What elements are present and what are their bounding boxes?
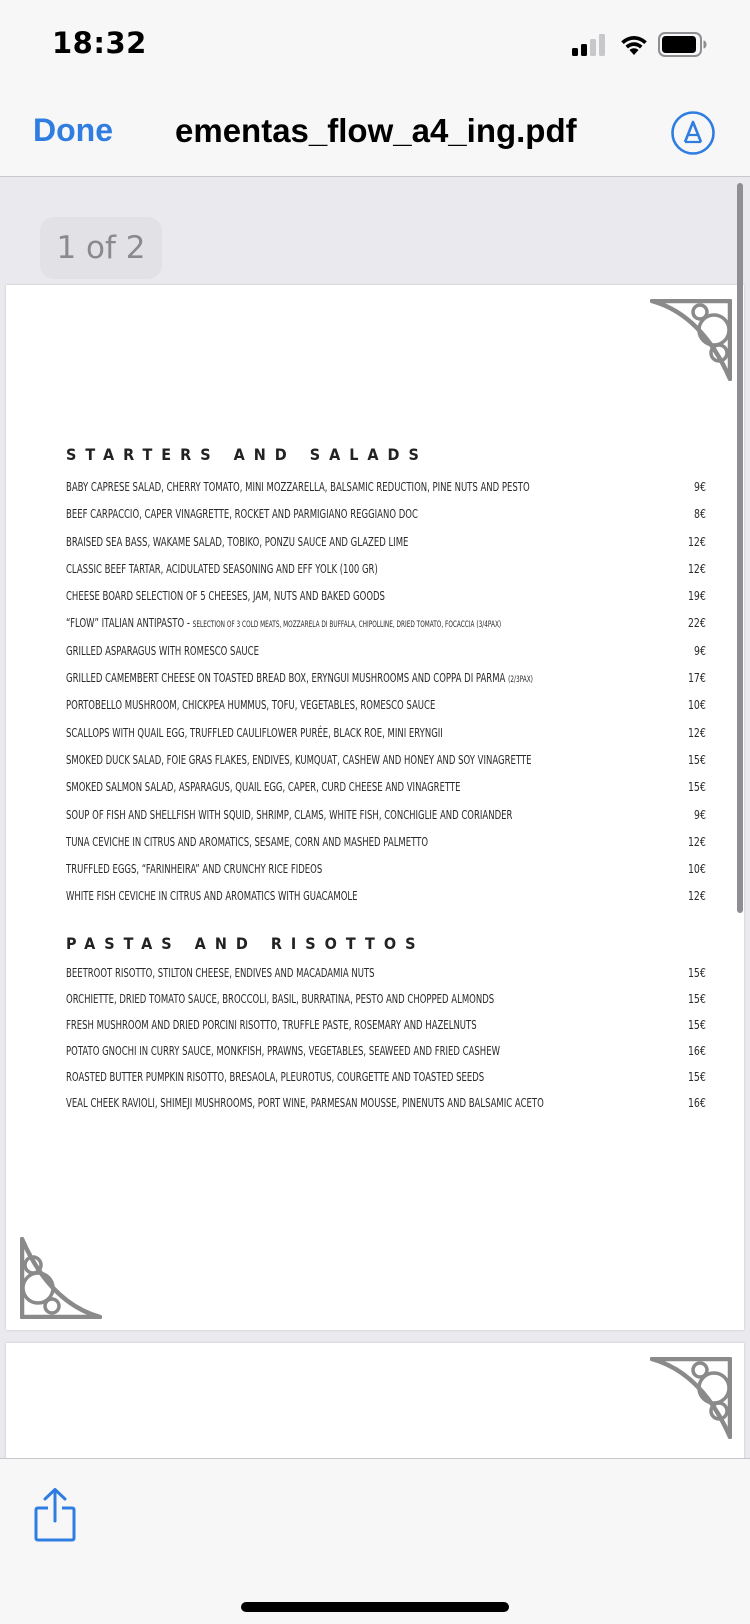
menu-item [66,888,706,915]
menu-item [66,561,706,588]
menu-item-title: SMOKED DUCK SALAD, FOIE GRAS FLAKES, ENDIVES, KUMQUAT, CASHEW AND HONEY AND SOY VINAGRETTE [66,751,532,767]
menu-item-title: CHEESE BOARD SELECTION OF 5 CHEESES, JAM, NUTS AND BAKED GOODS [66,588,385,604]
menu-item-price: 16€ [688,1043,706,1058]
bottom-toolbar [0,1458,750,1624]
menu-item [66,779,706,806]
menu-item-title: ORCHIETTE, DRIED TOMATO SAUCE, BROCCOLI, BASIL, BURRATINA, PESTO AND CHOPPED ALMONDS [66,991,495,1006]
menu-item-price: 12€ [688,833,706,849]
menu-item-price: 15€ [688,1017,706,1032]
menu-item-name [66,615,501,630]
menu-item-title: GRILLED ASPARAGUS WITH ROMESCO SAUCE [66,642,259,658]
menu-item [66,479,706,506]
menu-item-price: 15€ [688,751,706,767]
menu-item-price: 12€ [688,724,706,740]
menu-item [66,615,706,642]
pdf-viewer[interactable] [0,177,750,1458]
menu-item-name [66,779,461,794]
menu-item-title: WHITE FISH CEVICHE IN CITRUS AND AROMATICS WITH GUACAMOLE [66,888,358,904]
menu-item-price: 15€ [688,965,706,980]
menu-item-title: POTATO GNOCHI IN CURRY SAUCE, MONKFISH, PRAWNS, VEGETABLES, SEAWEED AND FRIED CASHEW [66,1043,500,1058]
menu-item-price: 8€ [694,506,706,522]
menu-item-title: BEEF CARPACCIO, CAPER VINAGRETTE, ROCKET AND PARMIGIANO REGGIANO DOC [66,506,418,522]
menu-item-price: 12€ [688,560,706,576]
menu-item [66,506,706,533]
menu-item-price: 9€ [694,806,706,822]
menu-item [66,752,706,779]
menu-item-name [66,588,385,603]
menu-item-title: PORTOBELLO MUSHROOM, CHICKPEA HUMMUS, TOFU, VEGETABLES, ROMESCO SAUCE [66,697,436,713]
menu-item-title: TUNA CEVICHE IN CITRUS AND AROMATICS, SESAME, CORN AND MASHED PALMETTO [66,833,429,849]
menu-item-price: 12€ [688,888,706,904]
corner-ornament-icon [20,1237,102,1319]
menu-item-title: BABY CAPRESE SALAD, CHERRY TOMATO, MINI MOZZARELLA, BALSAMIC REDUCTION, PINE NUTS AND PESTO [66,479,530,494]
menu-item-price: 15€ [688,1069,706,1084]
menu-item-name [66,670,533,685]
corner-ornament-icon [650,1357,732,1439]
menu-item-name [66,752,531,767]
menu-item-price: 12€ [688,533,706,549]
menu-item-title: CLASSIC BEEF TARTAR, ACIDULATED SEASONING AND EFF YOLK (100 GR) [66,560,378,576]
done-button[interactable]: Done [33,112,113,148]
menu-item-price: 15€ [688,779,706,795]
corner-ornament-icon [650,299,732,381]
markup-pen-icon [670,110,716,156]
page-indicator: 1 of 2 [40,217,162,279]
menu-item-name [66,965,375,980]
menu-item-title: ROASTED BUTTER PUMPKIN RISOTTO, BRESAOLA, PLEUROTUS, COURGETTE AND TOASTED SEEDS [66,1069,485,1084]
menu-item-name [66,506,418,521]
menu-item [66,588,706,615]
menu-item-title: BRAISED SEA BASS, WAKAME SALAD, TOBIKO, PONZU SAUCE AND GLAZED LIME [66,533,409,549]
menu-item-price: 15€ [688,991,706,1006]
menu-item-note: SELECTION OF 3 COLD MEATS, MOZZARELA DI BUFFALA, CHIPOLLINE, DRIED TOMATO, FOCACCIA (3/4PAX) [192,620,502,631]
menu-item-title: SOUP OF FISH AND SHELLFISH WITH SQUID, SHRIMP, CLAMS, WHITE FISH, CONCHIGLIE AND CORIANDER [66,806,513,822]
menu-item-note: (2/3PAX) [508,675,533,686]
menu-item [66,807,706,834]
battery-icon [658,32,708,57]
menu-item-name [66,1043,500,1058]
menu-item-name [66,807,512,822]
menu-item-name [66,479,530,494]
menu-item-title: FRESH MUSHROOM AND DRIED PORCINI RISOTTO, TRUFFLE PASTE, ROSEMARY AND HAZELNUTS [66,1017,477,1032]
menu-item [66,670,706,697]
menu-item-price: 9€ [694,642,706,658]
menu-item-price: 10€ [688,861,706,877]
menu-item [66,965,706,991]
markup-button[interactable] [670,110,716,156]
starters-list [66,479,706,916]
top-bar [0,0,750,177]
share-button[interactable] [33,1487,77,1543]
menu-item-name [66,861,322,876]
menu-item-name [66,834,428,849]
menu-item-price: 9€ [694,479,706,494]
menu-item-name [66,888,358,903]
menu-item-title: TRUFFLED EGGS, “FARINHEIRA” AND CRUNCHY RICE FIDEOS [66,861,323,877]
menu-item-name [66,1069,484,1084]
pdf-page-1 [6,285,744,1330]
menu-item [66,697,706,724]
share-icon [33,1487,77,1543]
menu-item-price: 22€ [688,615,706,631]
menu-item [66,725,706,752]
menu-item-price: 10€ [688,697,706,713]
menu-item [66,1043,706,1069]
menu-item-name [66,1017,477,1032]
section-heading-pastas: PASTAS AND RISOTTOS [66,934,425,953]
menu-item-title: SCALLOPS WITH QUAIL EGG, TRUFFLED CAULIFLOWER PURÉE, BLACK ROE, MINI ERYNGII [66,724,443,740]
pastas-list [66,965,706,1121]
menu-item [66,643,706,670]
menu-item [66,991,706,1017]
menu-item-name [66,1095,544,1110]
menu-item-price: 19€ [688,588,706,604]
scrollbar[interactable] [737,183,743,913]
menu-item-title: GRILLED CAMEMBERT CHEESE ON TOASTED BREAD BOX, ERYNGUI MUSHROOMS AND COPPA DI PARMA [66,670,509,686]
menu-item [66,834,706,861]
menu-item [66,1095,706,1121]
status-time: 18:32 [52,26,147,60]
menu-item [66,1069,706,1095]
menu-item-name [66,643,259,658]
cellular-signal-icon [572,34,608,56]
wifi-icon [619,33,649,56]
menu-item-name [66,697,435,712]
menu-item-name [66,725,443,740]
section-heading-starters: STARTERS AND SALADS [66,445,428,464]
menu-item-name [66,561,378,576]
menu-item-price: 16€ [688,1095,706,1110]
home-indicator[interactable] [241,1602,509,1612]
menu-item [66,861,706,888]
document-title: ementas_flow_a4_ing.pdf [175,112,577,149]
menu-item-title: “FLOW” ITALIAN ANTIPASTO - [66,615,193,631]
menu-item-name [66,991,494,1006]
menu-item-name [66,534,408,549]
menu-item-price: 17€ [688,670,706,686]
menu-item [66,1017,706,1043]
pdf-page-2 [6,1343,744,1458]
menu-item [66,534,706,561]
menu-item-title: BEETROOT RISOTTO, STILTON CHEESE, ENDIVES AND MACADAMIA NUTS [66,965,375,980]
menu-item-title: VEAL CHEEK RAVIOLI, SHIMEJI MUSHROOMS, PORT WINE, PARMESAN MOUSSE, PINENUTS AND BALSAMIC ACETO [66,1095,544,1110]
menu-item-title: SMOKED SALMON SALAD, ASPARAGUS, QUAIL EGG, CAPER, CURD CHEESE AND VINAGRETTE [66,779,461,795]
